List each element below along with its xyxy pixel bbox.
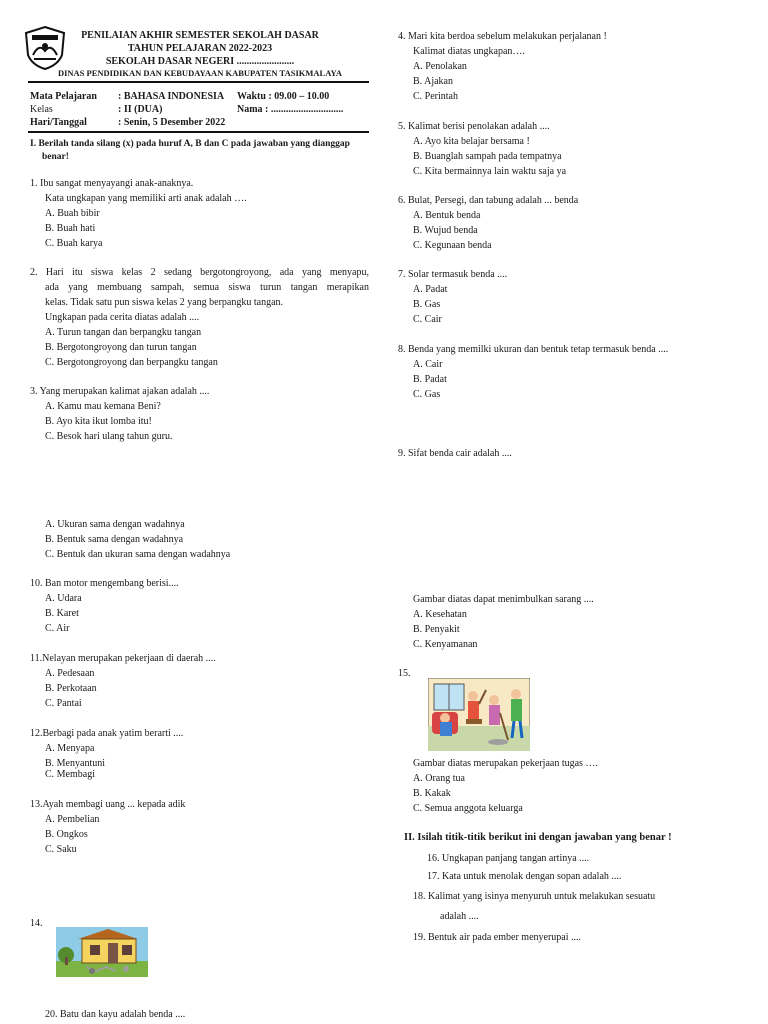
question-18-cont: adalah .... — [440, 911, 479, 922]
question-15-stem: Gambar diatas merupakan pekerjaan tugas …. — [413, 758, 598, 769]
question-17: 17. Kata untuk menolak dengan sopan adalah .... — [427, 871, 622, 882]
header-divider — [28, 81, 369, 83]
class-value: : II (DUA) — [118, 104, 163, 115]
question-14-stem: Gambar diatas dapat menimbulkan sarang .... — [413, 594, 594, 605]
house-yard-icon — [56, 927, 148, 977]
question-5-option-b[interactable]: B. Buanglah sampah pada tempatnya — [413, 151, 562, 162]
question-6: 6. Bulat, Persegi, dan tabung adalah ... benda — [398, 195, 579, 206]
school-logo — [24, 25, 66, 71]
question-11: 11.Nelayan merupakan pekerjaan di daerah .... — [30, 653, 216, 664]
question-14-option-c[interactable]: C. Kenyamanan — [413, 639, 478, 650]
family-cleaning-icon — [428, 678, 530, 751]
name-field[interactable]: Nama : ............................. — [237, 104, 344, 115]
info-divider — [28, 131, 369, 133]
date-label: Hari/Tanggal — [30, 117, 87, 128]
question-5: 5. Kalimat berisi penolakan adalah .... — [398, 121, 550, 132]
question-11-option-b[interactable]: B. Perkotaan — [45, 683, 97, 694]
question-5-option-c[interactable]: C. Kita bermainnya lain waktu saja ya — [413, 166, 567, 177]
question-15-image — [428, 678, 530, 751]
question-12-option-b[interactable]: B. Menyantuni — [45, 758, 105, 769]
question-1-stem: Kata ungkapan yang memiliki arti anak adalah …. — [45, 193, 247, 204]
header-office: DINAS PENDIDIKAN DAN KEBUDAYAAN KABUPATEN TASIKMALAYA — [57, 68, 343, 78]
question-1: 1. Ibu sangat menyayangi anak-anaknya. — [30, 178, 194, 189]
tasikmalaya-emblem-icon — [24, 25, 66, 71]
question-4-stem: Kalimat diatas ungkapan…. — [413, 46, 525, 57]
question-8-option-b[interactable]: B. Padat — [413, 374, 447, 385]
header-year: TAHUN PELAJARAN 2022-2023 — [127, 43, 273, 54]
question-14-option-a[interactable]: A. Kesehatan — [413, 609, 467, 620]
time-field: Waktu : 09.00 – 10.00 — [237, 91, 330, 102]
question-2-option-c[interactable]: C. Bergotongroyong dan berpangku tangan — [45, 357, 218, 368]
date-value: : Senin, 5 Desember 2022 — [118, 117, 226, 128]
question-6-option-c[interactable]: C. Kegunaan benda — [413, 240, 492, 251]
question-10-option-a[interactable]: A. Udara — [45, 593, 82, 604]
question-13: 13.Ayah membagi uang ... kepada adik — [30, 799, 186, 810]
question-13-option-a[interactable]: A. Pembelian — [45, 814, 100, 825]
question-9-option-a[interactable]: A. Ukuran sama dengan wadahnya — [45, 519, 185, 530]
question-3-option-b[interactable]: B. Ayo kita ikut lomba itu! — [45, 416, 152, 427]
question-3-option-c[interactable]: C. Besok hari ulang tahun guru. — [45, 431, 173, 442]
class-label: Kelas — [30, 104, 53, 115]
section-2-title: II. Isilah titik-titik berikut ini dengan jawaban yang benar ! — [404, 832, 672, 843]
question-6-option-b[interactable]: B. Wujud benda — [413, 225, 478, 236]
question-1-option-a[interactable]: A. Buah bibir — [45, 208, 100, 219]
header-school: SEKOLAH DASAR NEGERI ....................... — [105, 56, 295, 67]
question-12-option-c[interactable]: C. Membagi — [45, 769, 95, 780]
question-14-option-b[interactable]: B. Penyakit — [413, 624, 460, 635]
section-1-title-cont: benar! — [42, 152, 69, 162]
question-14-image — [56, 927, 148, 977]
question-2-option-a[interactable]: A. Turun tangan dan berpangku tangan — [45, 327, 202, 338]
question-9-option-b[interactable]: B. Bentuk sama dengan wadahnya — [45, 534, 184, 545]
question-13-option-c[interactable]: C. Saku — [45, 844, 77, 855]
question-2: 2. Hari itu siswa kelas 2 sedang bergotongroyong, ada yang menyapu, — [30, 267, 369, 278]
question-7: 7. Solar termasuk benda .... — [398, 269, 508, 280]
question-7-option-c[interactable]: C. Cair — [413, 314, 442, 325]
question-7-option-a[interactable]: A. Padat — [413, 284, 448, 295]
question-4-option-a[interactable]: A. Penolakan — [413, 61, 467, 72]
subject-value: : BAHASA INDONESIA — [118, 91, 225, 102]
question-7-option-b[interactable]: B. Gas — [413, 299, 441, 310]
question-14-number: 14. — [30, 918, 43, 929]
question-11-option-a[interactable]: A. Pedesaan — [45, 668, 95, 679]
question-15-option-b[interactable]: B. Kakak — [413, 788, 451, 799]
question-2-option-b[interactable]: B. Bergotongroyong dan turun tangan — [45, 342, 197, 353]
question-13-option-b[interactable]: B. Ongkos — [45, 829, 88, 840]
subject-label: Mata Pelajaran — [30, 91, 97, 102]
question-4: 4. Mari kita berdoa sebelum melakukan perjalanan ! — [398, 31, 607, 42]
question-16: 16. Ungkapan panjang tangan artinya .... — [427, 853, 590, 864]
question-12-option-a[interactable]: A. Menyapa — [45, 743, 95, 754]
question-12: 12.Berbagi pada anak yatim berarti .... — [30, 728, 184, 739]
question-19: 19. Bentuk air pada ember menyerupai .... — [413, 932, 581, 943]
question-1-option-b[interactable]: B. Buah hati — [45, 223, 96, 234]
question-8-option-a[interactable]: A. Cair — [413, 359, 443, 370]
question-9-option-c[interactable]: C. Bentuk dan ukuran sama dengan wadahnya — [45, 549, 231, 560]
question-4-option-c[interactable]: C. Perintah — [413, 91, 458, 102]
question-11-option-c[interactable]: C. Pantai — [45, 698, 82, 709]
question-18: 18. Kalimat yang isinya menyuruh untuk melakukan sesuatu — [413, 891, 656, 902]
question-5-option-a[interactable]: A. Ayo kita belajar bersama ! — [413, 136, 530, 147]
question-1-option-c[interactable]: C. Buah karya — [45, 238, 103, 249]
question-2-stem: Ungkapan pada cerita diatas adalah .... — [45, 312, 200, 323]
section-1-title: I. Berilah tanda silang (x) pada huruf A, B dan C pada jawaban yang dianggap — [30, 139, 350, 149]
question-4-option-b[interactable]: B. Ajakan — [413, 76, 453, 87]
question-9: 9. Sifat benda cair adalah .... — [398, 448, 512, 459]
question-2-line-3: kelas. Tidak satu pun siswa kelas 2 yang berpangku tangan. — [45, 297, 284, 308]
question-10-option-b[interactable]: B. Karet — [45, 608, 79, 619]
question-20: 20. Batu dan kayu adalah benda .... — [45, 1009, 186, 1020]
question-15-option-a[interactable]: A. Orang tua — [413, 773, 465, 784]
question-15-option-c[interactable]: C. Semua anggota keluarga — [413, 803, 523, 814]
question-3: 3. Yang merupakan kalimat ajakan adalah .... — [30, 386, 210, 397]
question-15-number: 15. — [398, 668, 411, 679]
question-3-option-a[interactable]: A. Kamu mau kemana Beni? — [45, 401, 161, 412]
question-10: 10. Ban motor mengembang berisi.... — [30, 578, 179, 589]
header-title: PENILAIAN AKHIR SEMESTER SEKOLAH DASAR — [81, 30, 319, 41]
question-10-option-c[interactable]: C. Air — [45, 623, 70, 634]
question-6-option-a[interactable]: A. Bentuk benda — [413, 210, 481, 221]
question-8: 8. Benda yang memilki ukuran dan bentuk tetap termasuk benda .... — [398, 344, 669, 355]
question-8-option-c[interactable]: C. Gas — [413, 389, 441, 400]
question-2-line-2: ada yang membuang sampah, semua siswa turun tangan merapikan — [45, 282, 369, 293]
